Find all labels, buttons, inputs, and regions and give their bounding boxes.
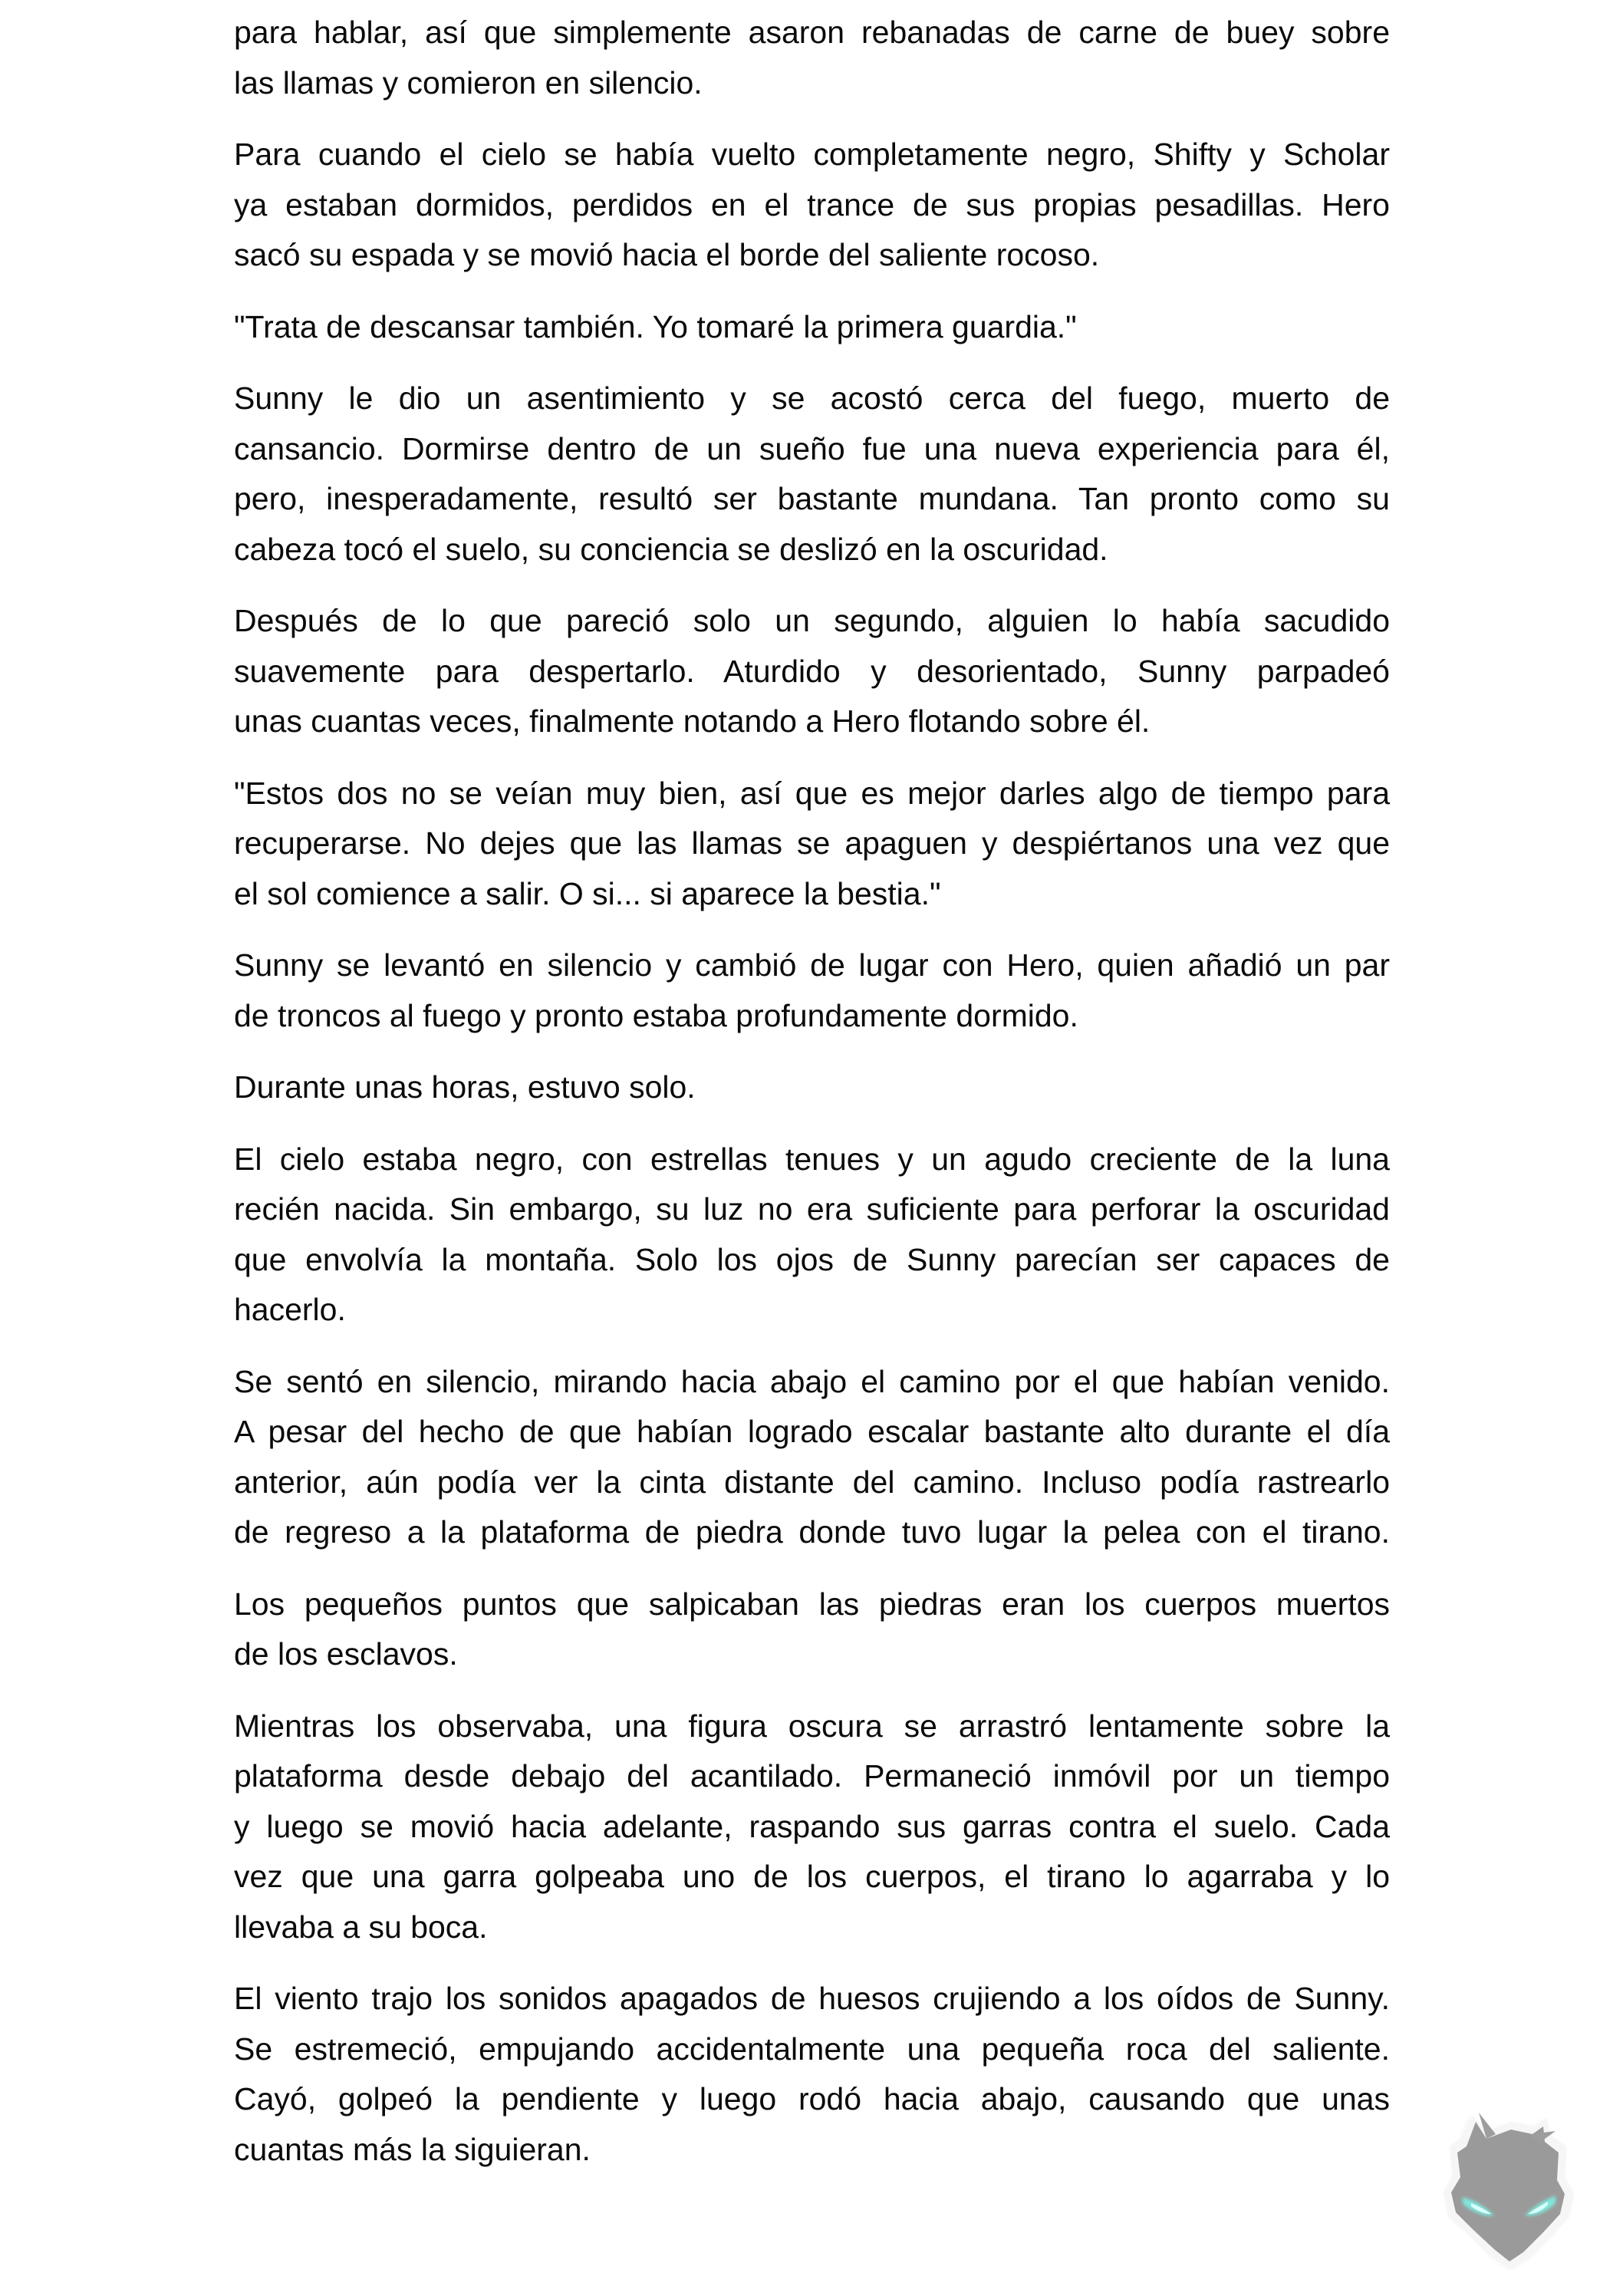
text-line: de troncos al fuego y pronto estaba profundamente dormido. bbox=[234, 997, 1078, 1033]
text-line: "Trata de descansar también. Yo tomaré la primera guardia." bbox=[234, 308, 1077, 344]
text-line: Cayó, golpeó la pendiente y luego rodó hacia abajo, causando que unas bbox=[234, 2081, 1390, 2116]
text-line: recuperarse. No dejes que las llamas se apaguen y despiértanos una vez que bbox=[234, 825, 1390, 861]
text-line: de los esclavos. bbox=[234, 1636, 458, 1672]
text-line: Sunny se levantó en silencio y cambió de lugar con Hero, quien añadió un par bbox=[234, 947, 1390, 983]
text-line: de regreso a la plataforma de piedra donde tuvo lugar la pelea con el tirano. bbox=[234, 1514, 1390, 1550]
paragraph bbox=[234, 940, 1390, 1041]
paragraph bbox=[234, 302, 1390, 353]
text-line: plataforma desde debajo del acantilado. Permaneció inmóvil por un tiempo bbox=[234, 1758, 1390, 1794]
paragraph bbox=[234, 374, 1390, 575]
paragraph bbox=[234, 769, 1390, 920]
body-text bbox=[234, 8, 1390, 2196]
text-line: cansancio. Dormirse dentro de un sueño fue una nueva experiencia para él, bbox=[234, 430, 1390, 466]
text-line: vez que una garra golpeaba uno de los cuerpos, el tirano lo agarraba y lo bbox=[234, 1859, 1390, 1894]
text-line: Se estremeció, empujando accidentalmente una pequeña roca del saliente. bbox=[234, 2031, 1390, 2067]
text-line: pero, inesperadamente, resultó ser bastante mundana. Tan pronto como su bbox=[234, 481, 1390, 516]
text-line: Después de lo que pareció solo un segundo, alguien lo había sacudido bbox=[234, 603, 1390, 638]
text-line: recién nacida. Sin embargo, su luz no era suficiente para perforar la oscuridad bbox=[234, 1191, 1390, 1227]
text-line: y luego se movió hacia adelante, raspando sus garras contra el suelo. Cada bbox=[234, 1808, 1390, 1844]
paragraph bbox=[234, 1357, 1390, 1558]
text-line: Durante unas horas, estuvo solo. bbox=[234, 1069, 696, 1105]
paragraph bbox=[234, 8, 1390, 108]
text-line: Para cuando el cielo se había vuelto completamente negro, Shifty y Scholar bbox=[234, 137, 1390, 172]
text-line: cabeza tocó el suelo, su conciencia se deslizó en la oscuridad. bbox=[234, 531, 1108, 567]
paragraph bbox=[234, 1701, 1390, 1953]
demon-head-logo-icon bbox=[1440, 2108, 1575, 2271]
text-line: ya estaban dormidos, perdidos en el trance de sus propias pesadillas. Hero bbox=[234, 186, 1390, 222]
text-line: Mientras los observaba, una figura oscura se arrastró lentamente sobre la bbox=[234, 1708, 1390, 1744]
text-line: hacerlo. bbox=[234, 1292, 346, 1327]
text-line: anterior, aún podía ver la cinta distante del camino. Incluso podía rastrearlo bbox=[234, 1464, 1390, 1500]
text-line: llevaba a su boca. bbox=[234, 1909, 488, 1945]
text-line: Se sentó en silencio, mirando hacia abajo el camino por el que habían venido. bbox=[234, 1363, 1390, 1399]
text-line: cuantas más la siguieran. bbox=[234, 2131, 591, 2167]
text-line: El cielo estaba negro, con estrellas tenues y un agudo creciente de la luna bbox=[234, 1141, 1390, 1177]
paragraph bbox=[234, 596, 1390, 747]
text-line: A pesar del hecho de que habían logrado escalar bastante alto durante el día bbox=[234, 1414, 1390, 1449]
text-line: suavemente para despertarlo. Aturdido y desorientado, Sunny parpadeó bbox=[234, 653, 1390, 689]
text-line: el sol comience a salir. O si... si aparece la bestia." bbox=[234, 875, 941, 911]
text-line: sacó su espada y se movió hacia el borde del saliente rocoso. bbox=[234, 237, 1100, 272]
text-line: Sunny le dio un asentimiento y se acostó cerca del fuego, muerto de bbox=[234, 380, 1390, 416]
paragraph bbox=[234, 130, 1390, 281]
paragraph bbox=[234, 1974, 1390, 2175]
text-line: para hablar, así que simplemente asaron rebanadas de carne de buey sobre bbox=[234, 15, 1390, 50]
paragraph bbox=[234, 1062, 1390, 1113]
text-line: El viento trajo los sonidos apagados de huesos crujiendo a los oídos de Sunny. bbox=[234, 1981, 1390, 2016]
text-line: Los pequeños puntos que salpicaban las piedras eran los cuerpos muertos bbox=[234, 1586, 1390, 1622]
text-line: que envolvía la montaña. Solo los ojos de Sunny parecían ser capaces de bbox=[234, 1241, 1390, 1277]
text-line: unas cuantas veces, finalmente notando a Hero flotando sobre él. bbox=[234, 703, 1151, 739]
paragraph bbox=[234, 1135, 1390, 1336]
text-line: las llamas y comieron en silencio. bbox=[234, 64, 703, 100]
paragraph bbox=[234, 1580, 1390, 1680]
text-line: "Estos dos no se veían muy bien, así que es mejor darles algo de tiempo para bbox=[234, 775, 1390, 811]
logo-watermark bbox=[1440, 2108, 1575, 2271]
